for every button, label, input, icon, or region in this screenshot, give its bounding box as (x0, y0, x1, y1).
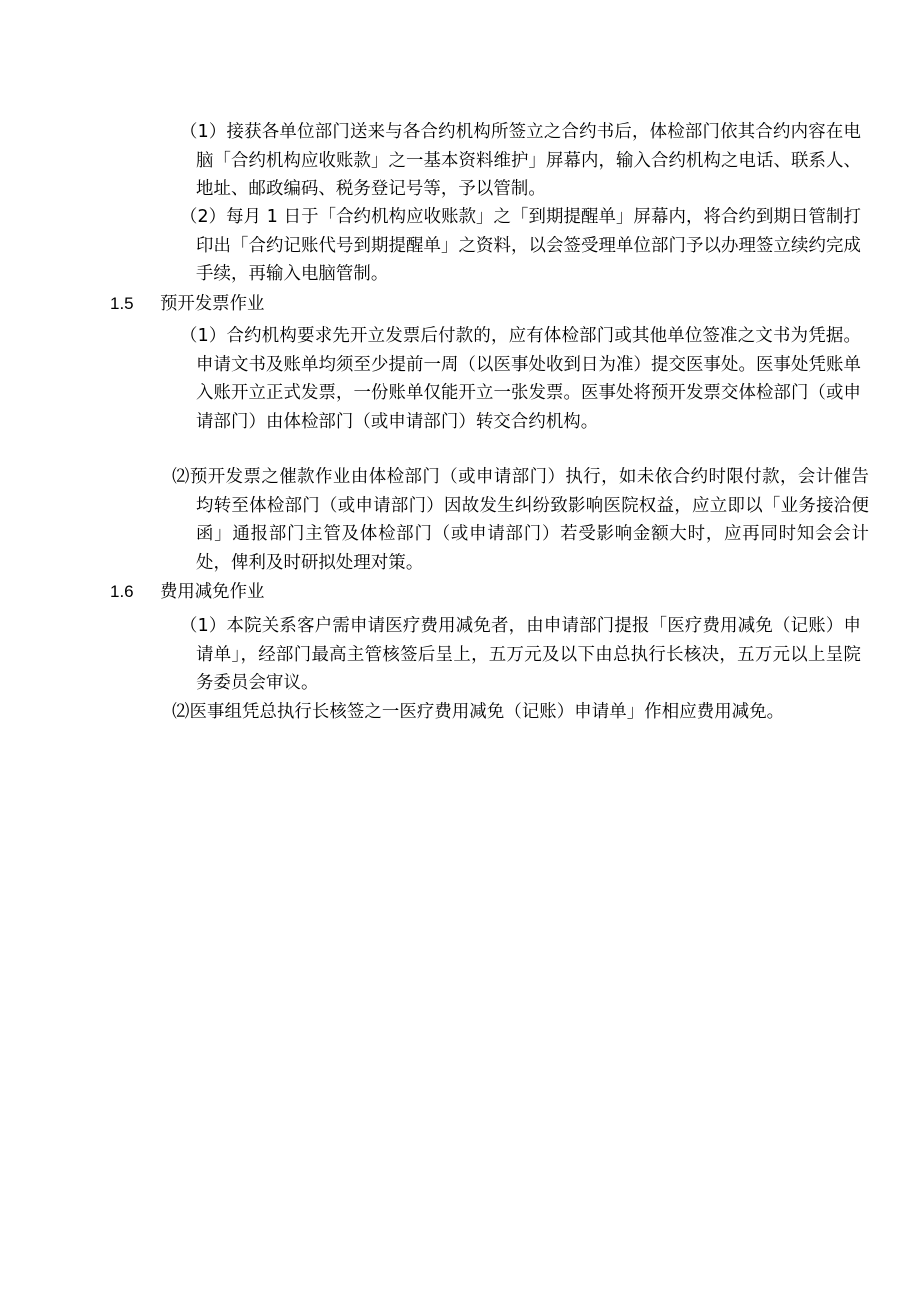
section-number: 1.6 (110, 582, 134, 601)
section-1-6-item-1: （1）本院关系客户需申请医疗费用减免者，由申请部门提报「医疗费用减免（记账）申请单」，经部门最高主管核签后呈上，五万元及以下由总执行长核决，五万元以上呈院务委员会审议。 (180, 616, 861, 693)
paragraph-item-1: （1）接获各单位部门送来与各合约机构所签立之合约书后，体检部门依其合约内容在电脑「合约机构应收账款」之一基本资料维护」屏幕内，输入合约机构之电话、联系人、地址、邮政编码、税务登记号等，予以管制。 (180, 122, 861, 199)
section-number: 1.5 (110, 294, 134, 313)
section-1-5-item-2: ⑵预开发票之催款作业由体检部门（或申请部门）执行，如未依合约时限付款，会计催告均转至体检部门（或申请部门）因故发生纠纷致影响医院权益，应立即以「业务接洽便函」通报部门主管及体检部门（或申请部门）若受影响金额大时，应再同时知会会计处，俾利及时研拟处理对策。 (172, 467, 869, 573)
paragraph-item-2: （2）每月 1 日于「合约机构应收账款」之「到期提醒单」屏幕内，将合约到期日管制打印出「合约记账代号到期提醒单」之资料，以会签受理单位部门予以办理签立续约完成手续，再输入电脑管制。 (180, 207, 861, 284)
section-1-6-item-2: ⑵医事组凭总执行长核签之一医疗费用减免（记账）申请单」作相应费用减免。 (172, 702, 785, 722)
section-title: 预开发票作业 (160, 294, 265, 314)
section-1-5-item-1: （1）合约机构要求先开立发票后付款的，应有体检部门或其他单位签准之文书为凭据。申请文书及账单均须至少提前一周（以医事处收到日为准）提交医事处。医事处凭账单入账开立正式发票，一份账单仅能开立一张发票。医事处将预开发票交体检部门（或申请部门）由体检部门（或申请部门）转交合约机构。 (180, 326, 861, 432)
section-title: 费用减免作业 (160, 582, 265, 602)
